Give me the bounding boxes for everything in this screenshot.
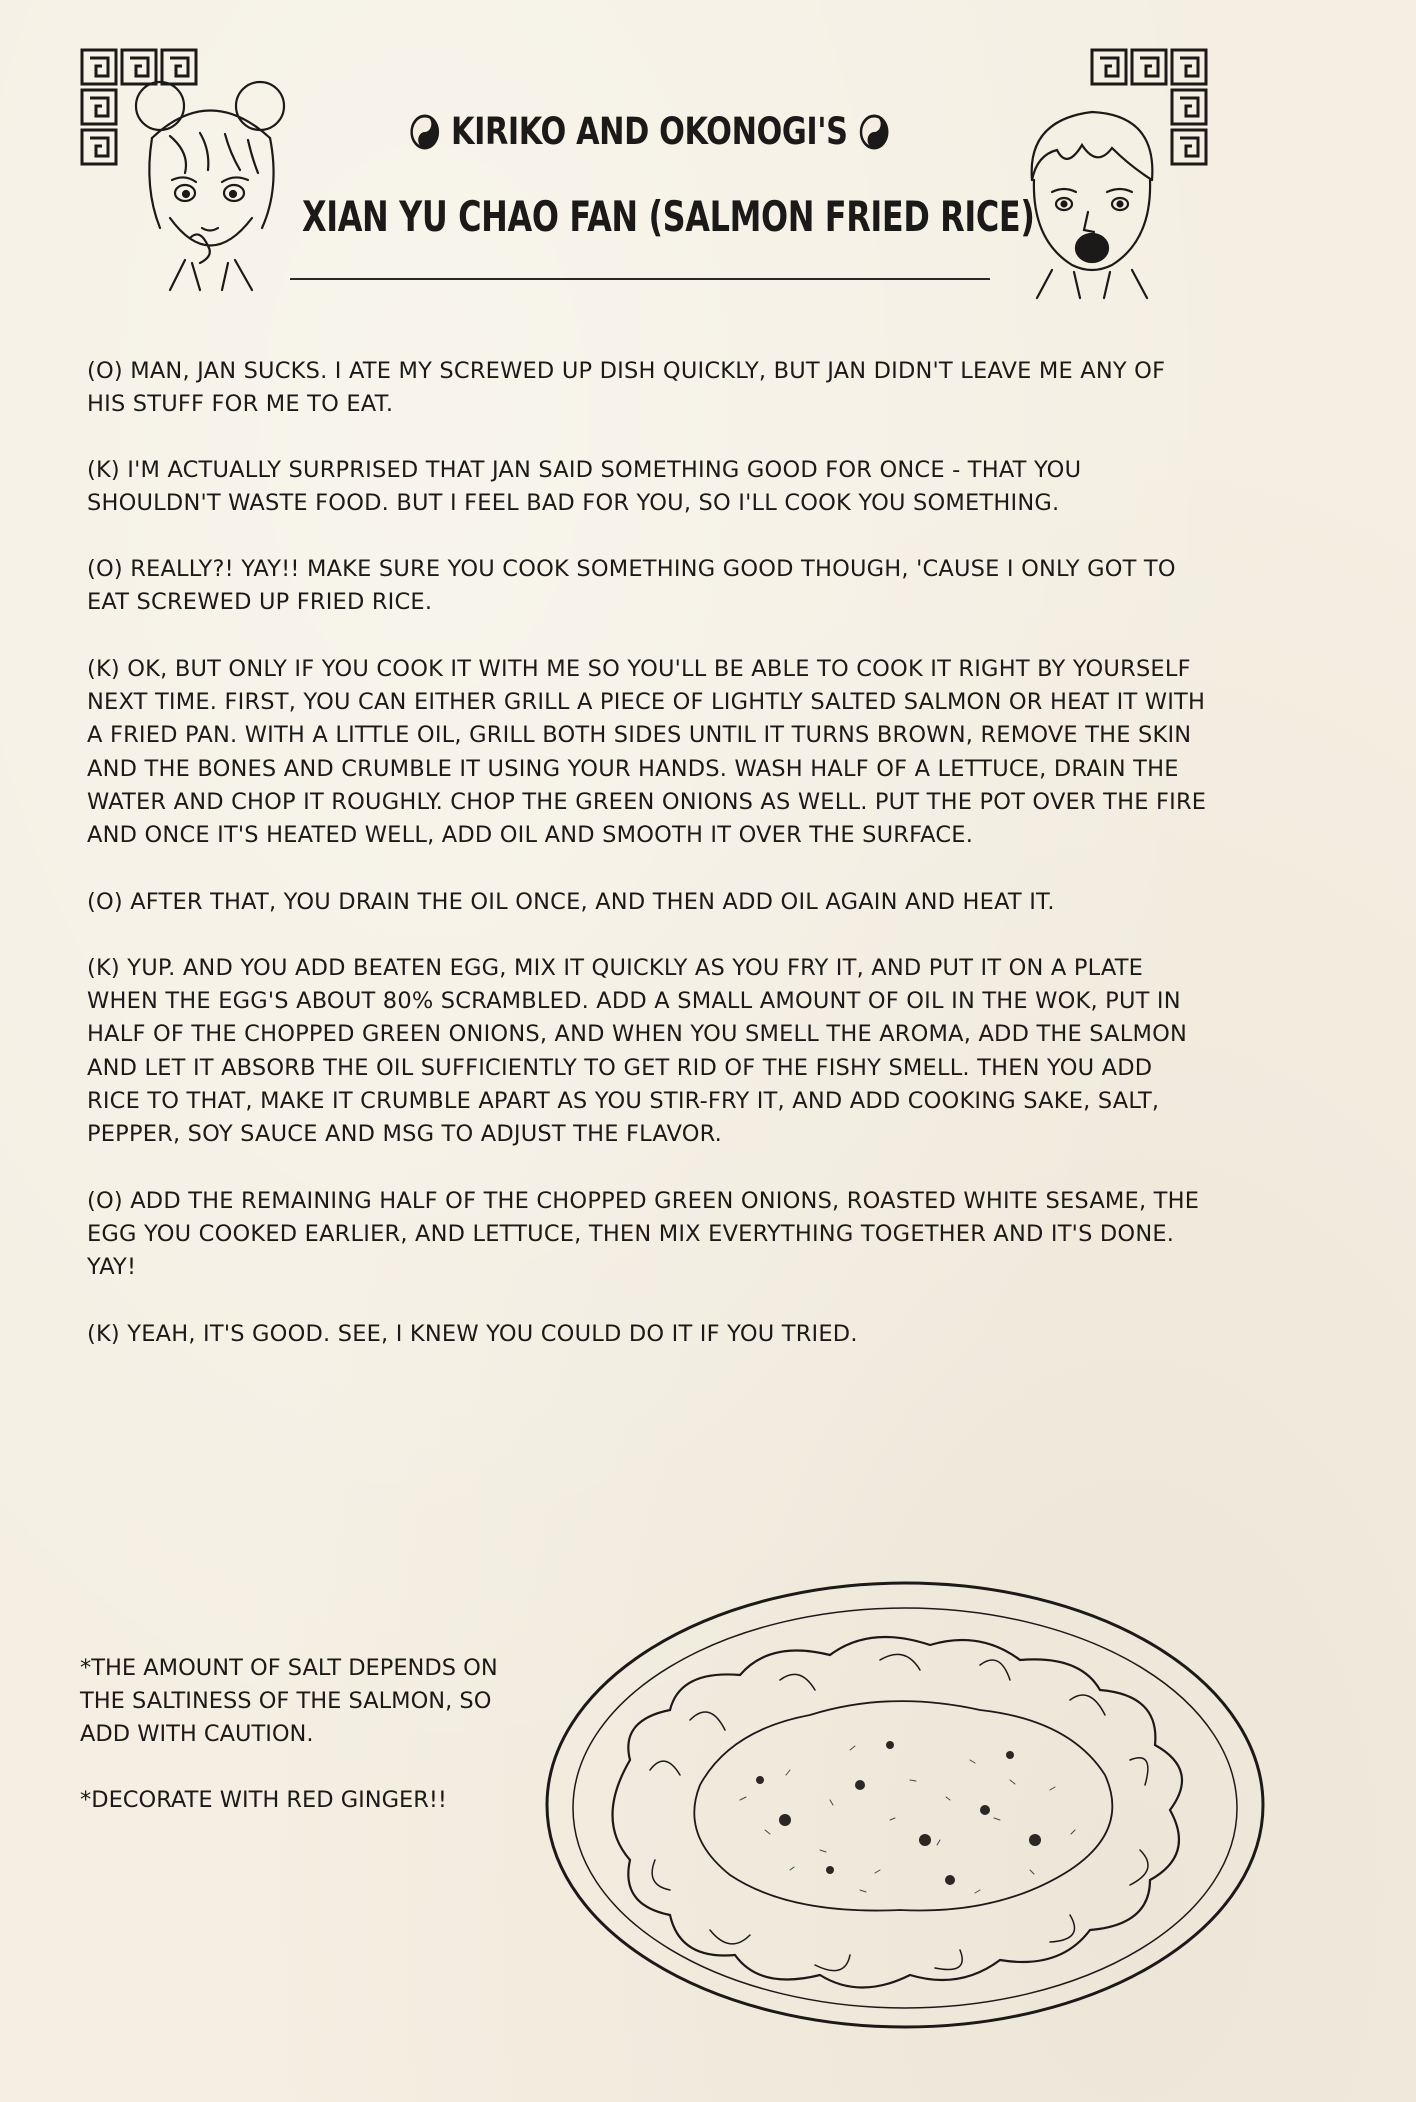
- dialogue-paragraph: (O) ADD THE REMAINING HALF OF THE CHOPPED GREEN ONIONS, ROASTED WHITE SESAME, THE EGG YOU COOKED EARLIER, AND LETTUCE, THEN MIX EVERYTHING TOGETHER AND IT'S DONE. YAY!: [87, 1187, 1200, 1281]
- title-underline: [290, 278, 990, 280]
- dialogue-paragraph: (K) YUP. AND YOU ADD BEATEN EGG, MIX IT QUICKLY AS YOU FRY IT, AND PUT IT ON A PLATE WHEN THE EGG'S ABOUT 80% SCRAMBLED. ADD A SMALL AMOUNT OF OIL IN THE WOK, PUT IN HALF OF THE CHOPPED GREEN ONIONS, AND WHEN YOU SMELL THE AROMA, ADD THE SALMON AND LET IT ABSORB THE OIL SUFFICIENTLY TO GET RID OF THE FISHY SMELL. THEN YOU ADD RICE TO THAT, MAKE IT CRUMBLE APART AS YOU STIR-FRY IT, AND ADD COOKING SAKE, SALT, PEPPER, SOY SAUCE AND MSG TO ADJUST THE FLAVOR.: [87, 954, 1188, 1148]
- salt-note: *THE AMOUNT OF SALT DEPENDS ON THE SALTINESS OF THE SALMON, SO ADD WITH CAUTION.: [80, 1655, 498, 1747]
- recipe-notes: [80, 1652, 530, 1850]
- dialogue-paragraph: (K) YEAH, IT'S GOOD. SEE, I KNEW YOU COULD DO IT IF YOU TRIED.: [87, 1320, 858, 1347]
- surprised-boy-illustration: [1012, 100, 1172, 300]
- recipe-subtitle: [410, 110, 848, 153]
- garnish-note: *DECORATE WITH RED GINGER!!: [80, 1787, 447, 1813]
- dialogue-paragraph: (O) AFTER THAT, YOU DRAIN THE OIL ONCE, AND THEN ADD OIL AGAIN AND HEAT IT.: [87, 888, 1055, 915]
- salmon-fried-rice-plate-illustration: [530, 1570, 1280, 2040]
- dialogue-paragraph: (O) REALLY?! YAY!! MAKE SURE YOU COOK SOMETHING GOOD THOUGH, 'CAUSE I ONLY GOT TO EAT SCREWED UP FRIED RICE.: [87, 556, 1176, 616]
- recipe-title: XIAN YU CHAO FAN (SALMON FRIED RICE): [302, 192, 1035, 241]
- recipe-dialogue: [87, 355, 1207, 1384]
- yin-yang-icon: [859, 114, 889, 150]
- dialogue-paragraph: (K) OK, BUT ONLY IF YOU COOK IT WITH ME SO YOU'LL BE ABLE TO COOK IT RIGHT BY YOURSELF NEXT TIME. FIRST, YOU CAN EITHER GRILL A PIECE OF LIGHTLY SALTED SALMON OR HEAT IT WITH A FRIED PAN. WITH A LITTLE OIL, GRILL BOTH SIDES UNTIL IT TURNS BROWN, REMOVE THE SKIN AND THE BONES AND CRUMBLE IT USING YOUR HANDS. WASH HALF OF A LETTUCE, DRAIN THE WATER AND CHOP IT ROUGHLY. CHOP THE GREEN ONIONS AS WELL. PUT THE POT OVER THE FIRE AND ONCE IT'S HEATED WELL, ADD OIL AND SMOOTH IT OVER THE SURFACE.: [87, 655, 1207, 849]
- recipe-header: [0, 0, 1416, 300]
- yin-yang-icon: [410, 114, 440, 150]
- title-line-1-text: KIRIKO AND OKONOGI'S: [451, 110, 848, 153]
- dialogue-paragraph: (O) MAN, JAN SUCKS. I ATE MY SCREWED UP DISH QUICKLY, BUT JAN DIDN'T LEAVE ME ANY OF HIS STUFF FOR ME TO EAT.: [87, 358, 1166, 418]
- dialogue-paragraph: (K) I'M ACTUALLY SURPRISED THAT JAN SAID SOMETHING GOOD FOR ONCE - THAT YOU SHOULDN'T WASTE FOOD. BUT I FEEL BAD FOR YOU, SO I'LL COOK YOU SOMETHING.: [87, 456, 1082, 516]
- girl-with-hair-buns-illustration: [130, 78, 290, 293]
